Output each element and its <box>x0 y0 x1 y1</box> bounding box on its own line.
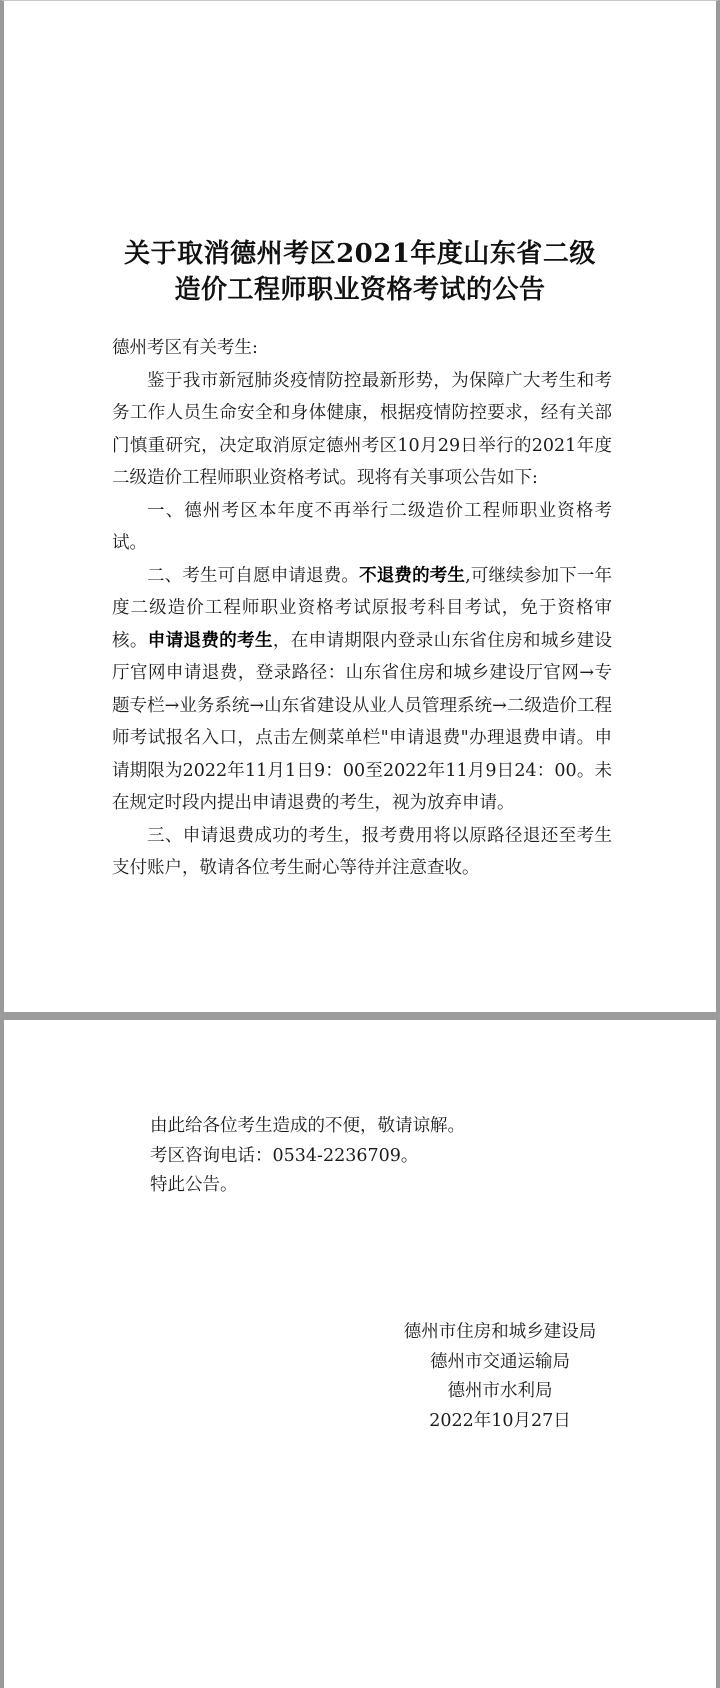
salutation: 德州考区有关考生: <box>112 338 258 358</box>
signature-block <box>360 1318 640 1436</box>
item-2-bold-no-refund: 不退费的考生 <box>359 565 466 586</box>
signature-org-water: 德州市水利局 <box>447 1381 553 1401</box>
signature-org-transport: 德州市交通运输局 <box>430 1351 570 1372</box>
paragraph-item-2 <box>112 560 612 820</box>
closing-section <box>150 1112 610 1201</box>
signature-date: 2022年10月27日 <box>429 1410 571 1431</box>
notice-body <box>112 332 612 885</box>
item-2-text-a: 二、考生可自愿申请退费。 <box>147 565 360 586</box>
apology-line: 由此给各位考生造成的不便，敬请谅解。 <box>150 1116 465 1136</box>
notice-line: 特此公告。 <box>150 1175 238 1195</box>
page-separator <box>0 1012 720 1020</box>
phone-line: 考区咨询电话：0534-2236709。 <box>150 1145 419 1166</box>
signature-org-housing: 德州市住房和城乡建设局 <box>403 1322 597 1342</box>
title-line-1: 关于取消德州考区2021年度山东省二级 <box>124 239 596 269</box>
item-2-text-c: ，在申请期限内登录山东省住房和城乡建设厅官网申请退费，登录路径：山东省住房和城乡建设厅官网→专题专栏→业务系统→山东省建设从业人员管理系统→二级造价工程师考试报名入口，点击左侧菜单栏"申请退费"办理退费申请。申请期限为2022年11月1日9：00至2022年11月9日24：00。未在规定时段内提出申请退费的考生，视为放弃申请。 <box>112 630 613 813</box>
paragraph-item-3: 三、申请退费成功的考生，报考费用将以原路径退还至考生支付账户，敬请各位考生耐心等待并注意查收。 <box>112 825 612 878</box>
paragraph-item-1: 一、德州考区本年度不再举行二级造价工程师职业资格考试。 <box>112 500 612 553</box>
item-2-bold-refund: 申请退费的考生 <box>147 630 273 651</box>
title-line-2: 造价工程师职业资格考试的公告 <box>174 275 546 305</box>
paragraph-intro: 鉴于我市新冠肺炎疫情防控最新形势，为保障广大考生和考务工作人员生命安全和身体健康，根据疫情防控要求，经有关部门慎重研究，决定取消原定德州考区10月29日举行的2021年度二级造价工程师职业资格考试。现将有关事项公告如下: <box>112 370 612 488</box>
notice-title <box>0 236 720 308</box>
item-2-text-b: ,可继续参加下一年度二级造价工程师职业资格考试原报考科目考试，免于资格审核。 <box>112 565 613 651</box>
